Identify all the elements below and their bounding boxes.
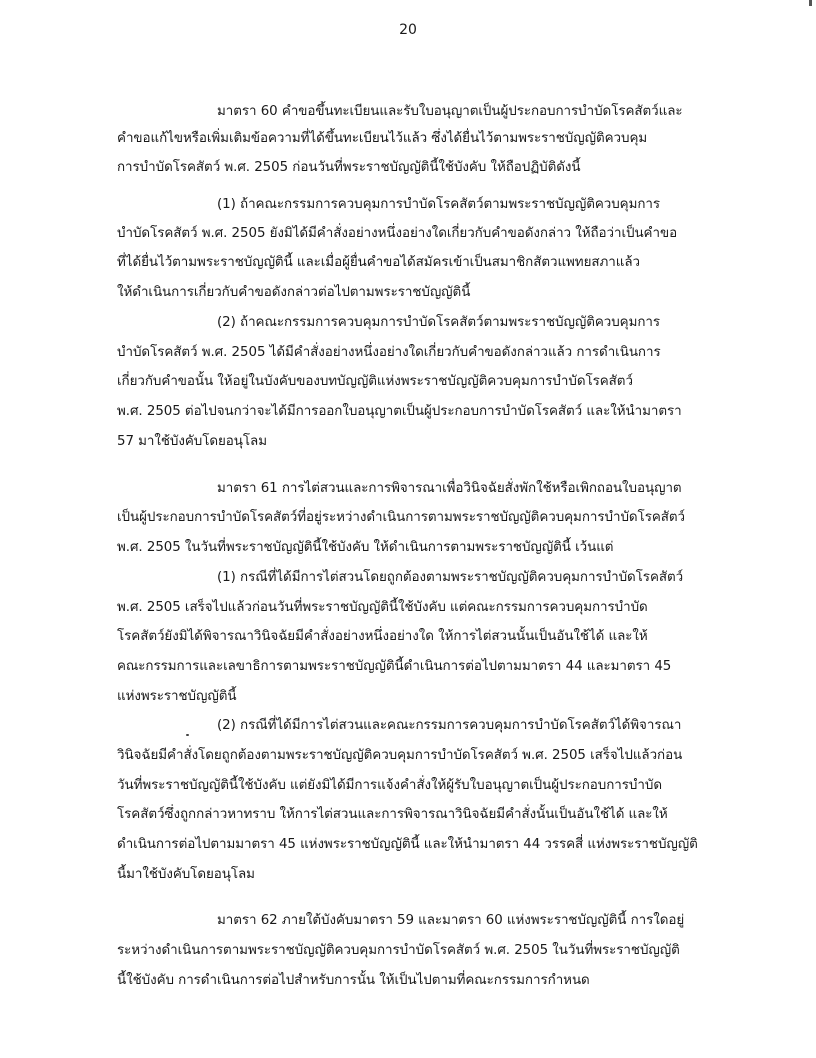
text-line: เป็นผู้ประกอบการบำบัดโรคสัตว์ที่อยู่ระหว่างดำเนินการตามพระราชบัญญัติควบคุมการบำบัดโรคสัตว์ <box>117 510 685 525</box>
text-line: บำบัดโรคสัตว์ พ.ศ. 2505 ยังมิได้มีคำสั่งอย่างหนึ่งอย่างใดเกี่ยวกับคำขอดังกล่าว ให้ถือว่าเป็นคำขอ <box>117 226 678 241</box>
text-line: คณะกรรมการและเลขาธิการตามพระราชบัญญัตินี้ดำเนินการต่อไปตามมาตรา 44 และมาตรา 45 <box>117 659 672 674</box>
text-line: โรคสัตว์ซึ่งถูกกล่าวหาทราบ ให้การไต่สวนและการพิจารณาวินิจฉัยมีคำสั่งนั้นเป็นอันใช้ได้ และให้ <box>117 807 668 822</box>
text-line: การบำบัดโรคสัตว์ พ.ศ. 2505 ก่อนวันที่พระราชบัญญัตินี้ใช้บังคับ ให้ถือปฏิบัติดังนี้ <box>117 160 581 175</box>
text-line: ระหว่างดำเนินการตามพระราชบัญญัติควบคุมการบำบัดโรคสัตว์ พ.ศ. 2505 ในวันที่พระราชบัญญัติ <box>117 943 680 958</box>
text-line: 57 มาใช้บังคับโดยอนุโลม <box>117 434 267 449</box>
text-line: พ.ศ. 2505 เสร็จไปแล้วก่อนวันที่พระราชบัญญัตินี้ใช้บังคับ แต่คณะกรรมการควบคุมการบำบัด <box>117 600 648 615</box>
text-line: มาตรา 60 คำขอขึ้นทะเบียนและรับใบอนุญาตเป็นผู้ประกอบการบำบัดโรคสัตว์และ <box>217 104 683 119</box>
text-line: คำขอแก้ไขหรือเพิ่มเติมข้อความที่ได้ขึ้นทะเบียนไว้แล้ว ซึ่งได้ยื่นไว้ตามพระราชบัญญัติควบคุม <box>117 131 648 146</box>
text-line: ให้ดำเนินการเกี่ยวกับคำขอดังกล่าวต่อไปตามพระราชบัญญัตินี้ <box>117 285 471 300</box>
text-line: โรคสัตว์ยังมิได้พิจารณาวินิจฉัยมีคำสั่งอย่างหนึ่งอย่างใด ให้การไต่สวนนั้นเป็นอันใช้ได้ และให้ <box>117 629 648 644</box>
scan-speck <box>186 734 189 736</box>
text-line: นี้ใช้บังคับ การดำเนินการต่อไปสำหรับการนั้น ให้เป็นไปตามที่คณะกรรมการกำหนด <box>117 973 590 988</box>
scan-corner-mark <box>809 0 812 6</box>
text-line: เกี่ยวกับคำขอนั้น ให้อยู่ในบังคับของบทบัญญัติแห่งพระราชบัญญัติควบคุมการบำบัดโรคสัตว์ <box>117 374 633 389</box>
text-line: วินิจฉัยมีคำสั่งโดยถูกต้องตามพระราชบัญญัติควบคุมการบำบัดโรคสัตว์ พ.ศ. 2505 เสร็จไปแล้วก่อน <box>117 748 683 763</box>
text-line: บำบัดโรคสัตว์ พ.ศ. 2505 ได้มีคำสั่งอย่างหนึ่งอย่างใดเกี่ยวกับคำขอดังกล่าวแล้ว การดำเนินการ <box>117 345 661 360</box>
text-line: ดำเนินการต่อไปตามมาตรา 45 แห่งพระราชบัญญัตินี้ และให้นำมาตรา 44 วรรคสี่ แห่งพระราชบัญญัติ <box>117 837 698 852</box>
text-line: (2) กรณีที่ได้มีการไต่สวนและคณะกรรมการควบคุมการบำบัดโรคสัตว์ได้พิจารณา <box>217 718 682 733</box>
text-line: นี้มาใช้บังคับโดยอนุโลม <box>117 867 255 882</box>
text-line: มาตรา 62 ภายใต้บังคับมาตรา 59 และมาตรา 60 แห่งพระราชบัญญัตินี้ การใดอยู่ <box>217 913 685 928</box>
text-line: ที่ได้ยื่นไว้ตามพระราชบัญญัตินี้ และเมื่อผู้ยื่นคำขอได้สมัครเข้าเป็นสมาชิกสัตวแพทยสภาแล้ว <box>117 255 640 270</box>
text-line: มาตรา 61 การไต่สวนและการพิจารณาเพื่อวินิจฉัยสั่งพักใช้หรือเพิกถอนใบอนุญาต <box>217 481 682 496</box>
text-line: พ.ศ. 2505 ในวันที่พระราชบัญญัตินี้ใช้บังคับ ให้ดำเนินการตามพระราชบัญญัตินี้ เว้นแต่ <box>117 540 614 555</box>
text-line: วันที่พระราชบัญญัตินี้ใช้บังคับ แต่ยังมิได้มีการแจ้งคำสั่งให้ผู้รับใบอนุญาตเป็นผู้ประกอบการบำบัด <box>117 778 662 793</box>
page-number: 20 <box>399 22 417 38</box>
text-line: (1) ถ้าคณะกรรมการควบคุมการบำบัดโรคสัตว์ตามพระราชบัญญัติควบคุมการ <box>217 197 661 212</box>
text-line: (1) กรณีที่ได้มีการไต่สวนโดยถูกต้องตามพระราชบัญญัติควบคุมการบำบัดโรคสัตว์ <box>217 570 684 585</box>
text-line: แห่งพระราชบัญญัตินี้ <box>117 689 237 704</box>
text-line: (2) ถ้าคณะกรรมการควบคุมการบำบัดโรคสัตว์ตามพระราชบัญญัติควบคุมการ <box>217 315 661 330</box>
text-line: พ.ศ. 2505 ต่อไปจนกว่าจะได้มีการออกใบอนุญาตเป็นผู้ประกอบการบำบัดโรคสัตว์ และให้นำมาตรา <box>117 404 682 419</box>
